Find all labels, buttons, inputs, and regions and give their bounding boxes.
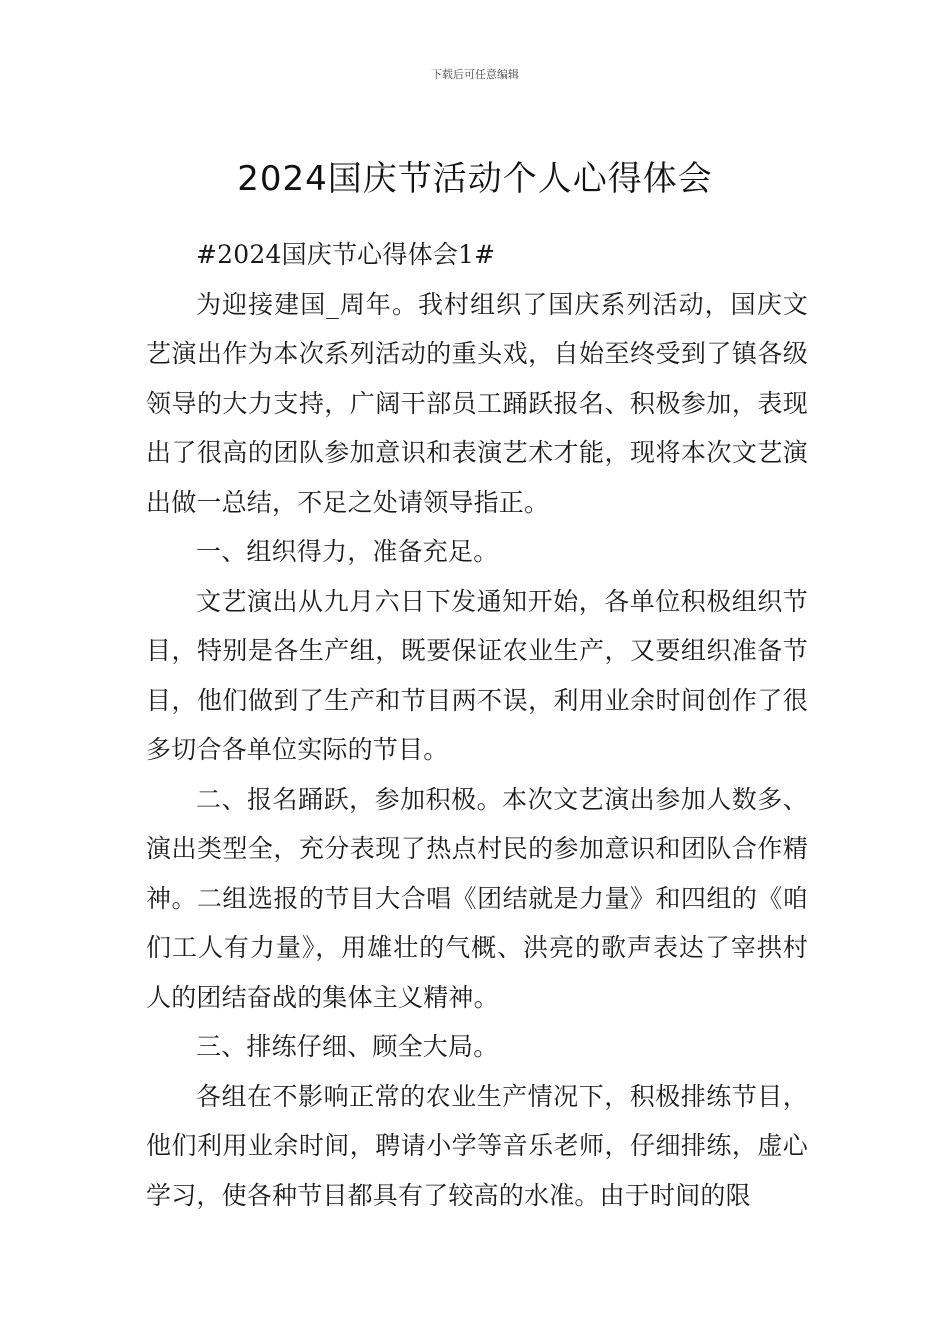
paragraph-body-2: 二、报名踊跃，参加积极。本次文艺演出参加人数多、演出类型全，充分表现了热点村民的参加意识和团队合作精神。二组选报的节目大合唱《团结就是力量》和四组的《咱们工人有力量》，用雄壮的气概、洪亮的歌声表达了宰拱村人的团结奋战的集体主义精神。 [146,784,808,1012]
paragraph-heading-3: 三、排练仔细、顾全大局。 [196,1032,499,1061]
header-note: 下载后可任意编辑 [431,68,519,81]
paragraph-heading-1: 一、组织得力，准备充足。 [196,537,499,566]
paragraph-intro: 为迎接建国_周年。我村组织了国庆系列活动，国庆文艺演出作为本次系列活动的重头戏，自始至终受到了镇各级领导的大力支持，广阔干部员工踊跃报名、积极参加，表现出了很高的团队参加意识和表演艺术才能，现将本次文艺演出做一总结，不足之处请领导指正。 [146,289,808,517]
paragraph-body-1: 文艺演出从九月六日下发通知开始，各单位积极组织节目，特别是各生产组，既要保证农业生产，又要组织准备节目，他们做到了生产和节目两不误，利用业余时间创作了很多切合各单位实际的节目。 [146,586,808,764]
document-title: 2024国庆节活动个人心得体会 [237,158,713,199]
paragraph-section-heading: #2024国庆节心得体会1# [196,240,496,269]
paragraph-body-3: 各组在不影响正常的农业生产情况下，积极排练节目，他们利用业余时间，聘请小学等音乐老师，仔细排练，虚心学习，使各种节目都具有了较高的水准。由于时间的限 [146,1081,808,1210]
document-body [146,230,808,1220]
